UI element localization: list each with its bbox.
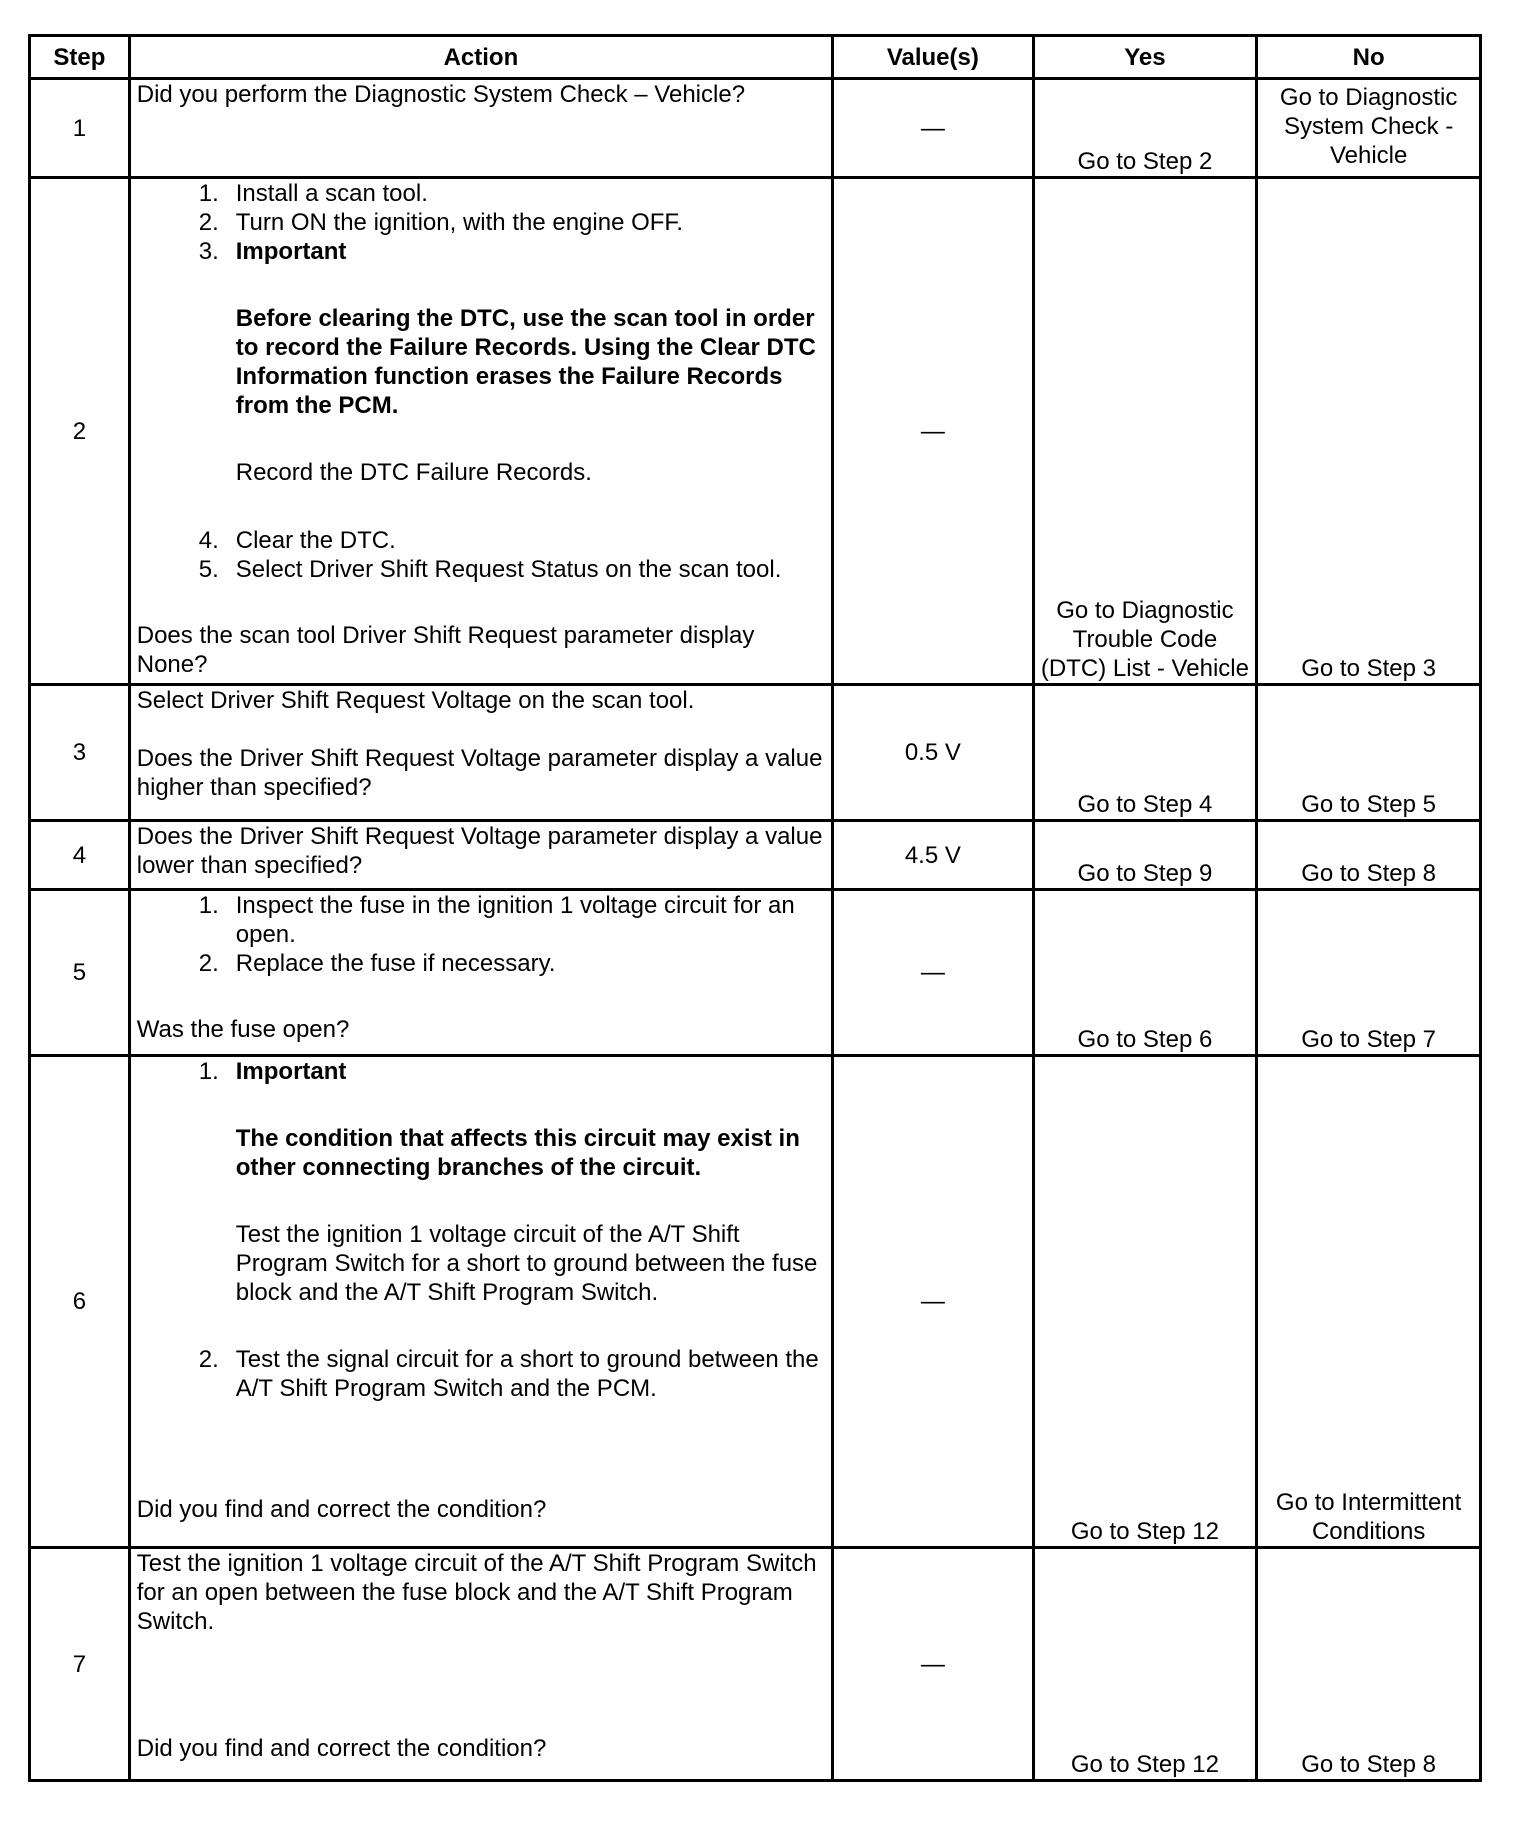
list-item xyxy=(137,237,825,512)
item-number: 5. xyxy=(198,556,219,583)
item-text: Inspect the fuse in the ignition 1 voltage circuit for an open. xyxy=(235,892,795,948)
question-text: Does the Driver Shift Request Voltage parameter display a value lower than specified? xyxy=(136,823,823,879)
item-number: 2. xyxy=(198,209,219,236)
value-cell: 4.5 V xyxy=(833,821,1034,890)
important-note: The condition that affects this circuit may exist in other connecting branches of the circuit. xyxy=(235,1125,800,1181)
item-number: 2. xyxy=(198,1346,219,1373)
table-row xyxy=(30,890,1481,1056)
important-note: Before clearing the DTC, use the scan tool in order to record the Failure Records. Using the Clear DTC Information function erases the Failure Records from the PCM. xyxy=(235,305,816,419)
value-cell: — xyxy=(833,1548,1034,1781)
item-number: 1. xyxy=(198,180,219,207)
question-text: Did you perform the Diagnostic System Check – Vehicle? xyxy=(136,81,746,108)
header-action: Action xyxy=(129,36,832,79)
yes-cell: Go to Diagnostic Trouble Code (DTC) List - Vehicle xyxy=(1033,178,1257,685)
no-cell: Go to Step 8 xyxy=(1257,1548,1481,1781)
table-row xyxy=(30,685,1481,821)
item-text: Replace the fuse if necessary. xyxy=(235,950,556,977)
action-list xyxy=(137,1057,825,1403)
header-step: Step xyxy=(30,36,130,79)
action-list xyxy=(137,179,825,584)
table-row xyxy=(30,178,1481,685)
step-number: 7 xyxy=(30,1548,130,1781)
item-detail: Test the ignition 1 voltage circuit of the A/T Shift Program Switch for a short to ground between the fuse block and the A/T Shift Program Switch. xyxy=(235,1221,818,1306)
value-cell: 0.5 V xyxy=(833,685,1034,821)
step-number: 1 xyxy=(30,79,130,178)
yes-cell: Go to Step 4 xyxy=(1033,685,1257,821)
question-text: Does the Driver Shift Request Voltage parameter display a value higher than specified? xyxy=(136,745,823,801)
question-text: Does the scan tool Driver Shift Request parameter display None? xyxy=(136,622,755,678)
action-cell xyxy=(129,821,832,890)
value-cell: — xyxy=(833,79,1034,178)
list-item xyxy=(137,179,825,208)
list-item xyxy=(137,891,825,949)
no-cell: Go to Diagnostic System Check - Vehicle xyxy=(1257,79,1481,178)
item-text: Select Driver Shift Request Status on the scan tool. xyxy=(235,556,782,583)
item-number: 3. xyxy=(198,238,219,265)
action-cell xyxy=(129,178,832,685)
header-row xyxy=(30,36,1481,79)
diagnostic-table xyxy=(28,34,1482,1782)
table-row xyxy=(30,1056,1481,1548)
item-number: 2. xyxy=(198,950,219,977)
yes-cell: Go to Step 12 xyxy=(1033,1056,1257,1548)
yes-cell: Go to Step 12 xyxy=(1033,1548,1257,1781)
important-label: Important xyxy=(235,238,347,265)
action-cell xyxy=(129,79,832,178)
item-number: 1. xyxy=(198,892,219,919)
list-item xyxy=(137,949,825,978)
header-no: No xyxy=(1257,36,1481,79)
yes-cell: Go to Step 9 xyxy=(1033,821,1257,890)
intro-text: Select Driver Shift Request Voltage on the scan tool. xyxy=(136,687,695,714)
important-label: Important xyxy=(235,1058,347,1085)
step-number: 3 xyxy=(30,685,130,821)
header-values: Value(s) xyxy=(833,36,1034,79)
item-number: 1. xyxy=(198,1058,219,1085)
yes-cell: Go to Step 6 xyxy=(1033,890,1257,1056)
value-cell: — xyxy=(833,1056,1034,1548)
value-cell: — xyxy=(833,890,1034,1056)
item-text: Test the signal circuit for a short to ground between the A/T Shift Program Switch and the PCM. xyxy=(235,1346,819,1402)
action-cell xyxy=(129,1548,832,1781)
list-item xyxy=(137,526,825,555)
list-item xyxy=(137,208,825,237)
question-text: Did you find and correct the condition? xyxy=(136,1496,547,1523)
item-text: Install a scan tool. xyxy=(235,180,428,207)
step-number: 4 xyxy=(30,821,130,890)
question-text: Did you find and correct the condition? xyxy=(136,1735,547,1762)
list-item xyxy=(137,1057,825,1307)
action-cell xyxy=(129,1056,832,1548)
action-list xyxy=(137,891,825,978)
table-row xyxy=(30,1548,1481,1781)
step-number: 5 xyxy=(30,890,130,1056)
value-cell: — xyxy=(833,178,1034,685)
step-number: 6 xyxy=(30,1056,130,1548)
intro-text: Test the ignition 1 voltage circuit of the A/T Shift Program Switch for an open between the fuse block and the A/T Shift Program Switch. xyxy=(136,1550,817,1635)
item-text: Turn ON the ignition, with the engine OFF. xyxy=(235,209,684,236)
action-cell xyxy=(129,890,832,1056)
no-cell: Go to Step 8 xyxy=(1257,821,1481,890)
action-cell xyxy=(129,685,832,821)
table-row xyxy=(30,821,1481,890)
list-item xyxy=(137,555,825,584)
no-cell: Go to Step 5 xyxy=(1257,685,1481,821)
question-text: Was the fuse open? xyxy=(136,1016,350,1043)
item-number: 4. xyxy=(198,527,219,554)
header-yes: Yes xyxy=(1033,36,1257,79)
no-cell: Go to Step 7 xyxy=(1257,890,1481,1056)
no-cell: Go to Step 3 xyxy=(1257,178,1481,685)
item-detail: Record the DTC Failure Records. xyxy=(235,459,592,486)
no-cell: Go to Intermittent Conditions xyxy=(1257,1056,1481,1548)
table-row xyxy=(30,79,1481,178)
item-text: Clear the DTC. xyxy=(235,527,396,554)
list-item xyxy=(137,1345,825,1403)
yes-cell: Go to Step 2 xyxy=(1033,79,1257,178)
step-number: 2 xyxy=(30,178,130,685)
